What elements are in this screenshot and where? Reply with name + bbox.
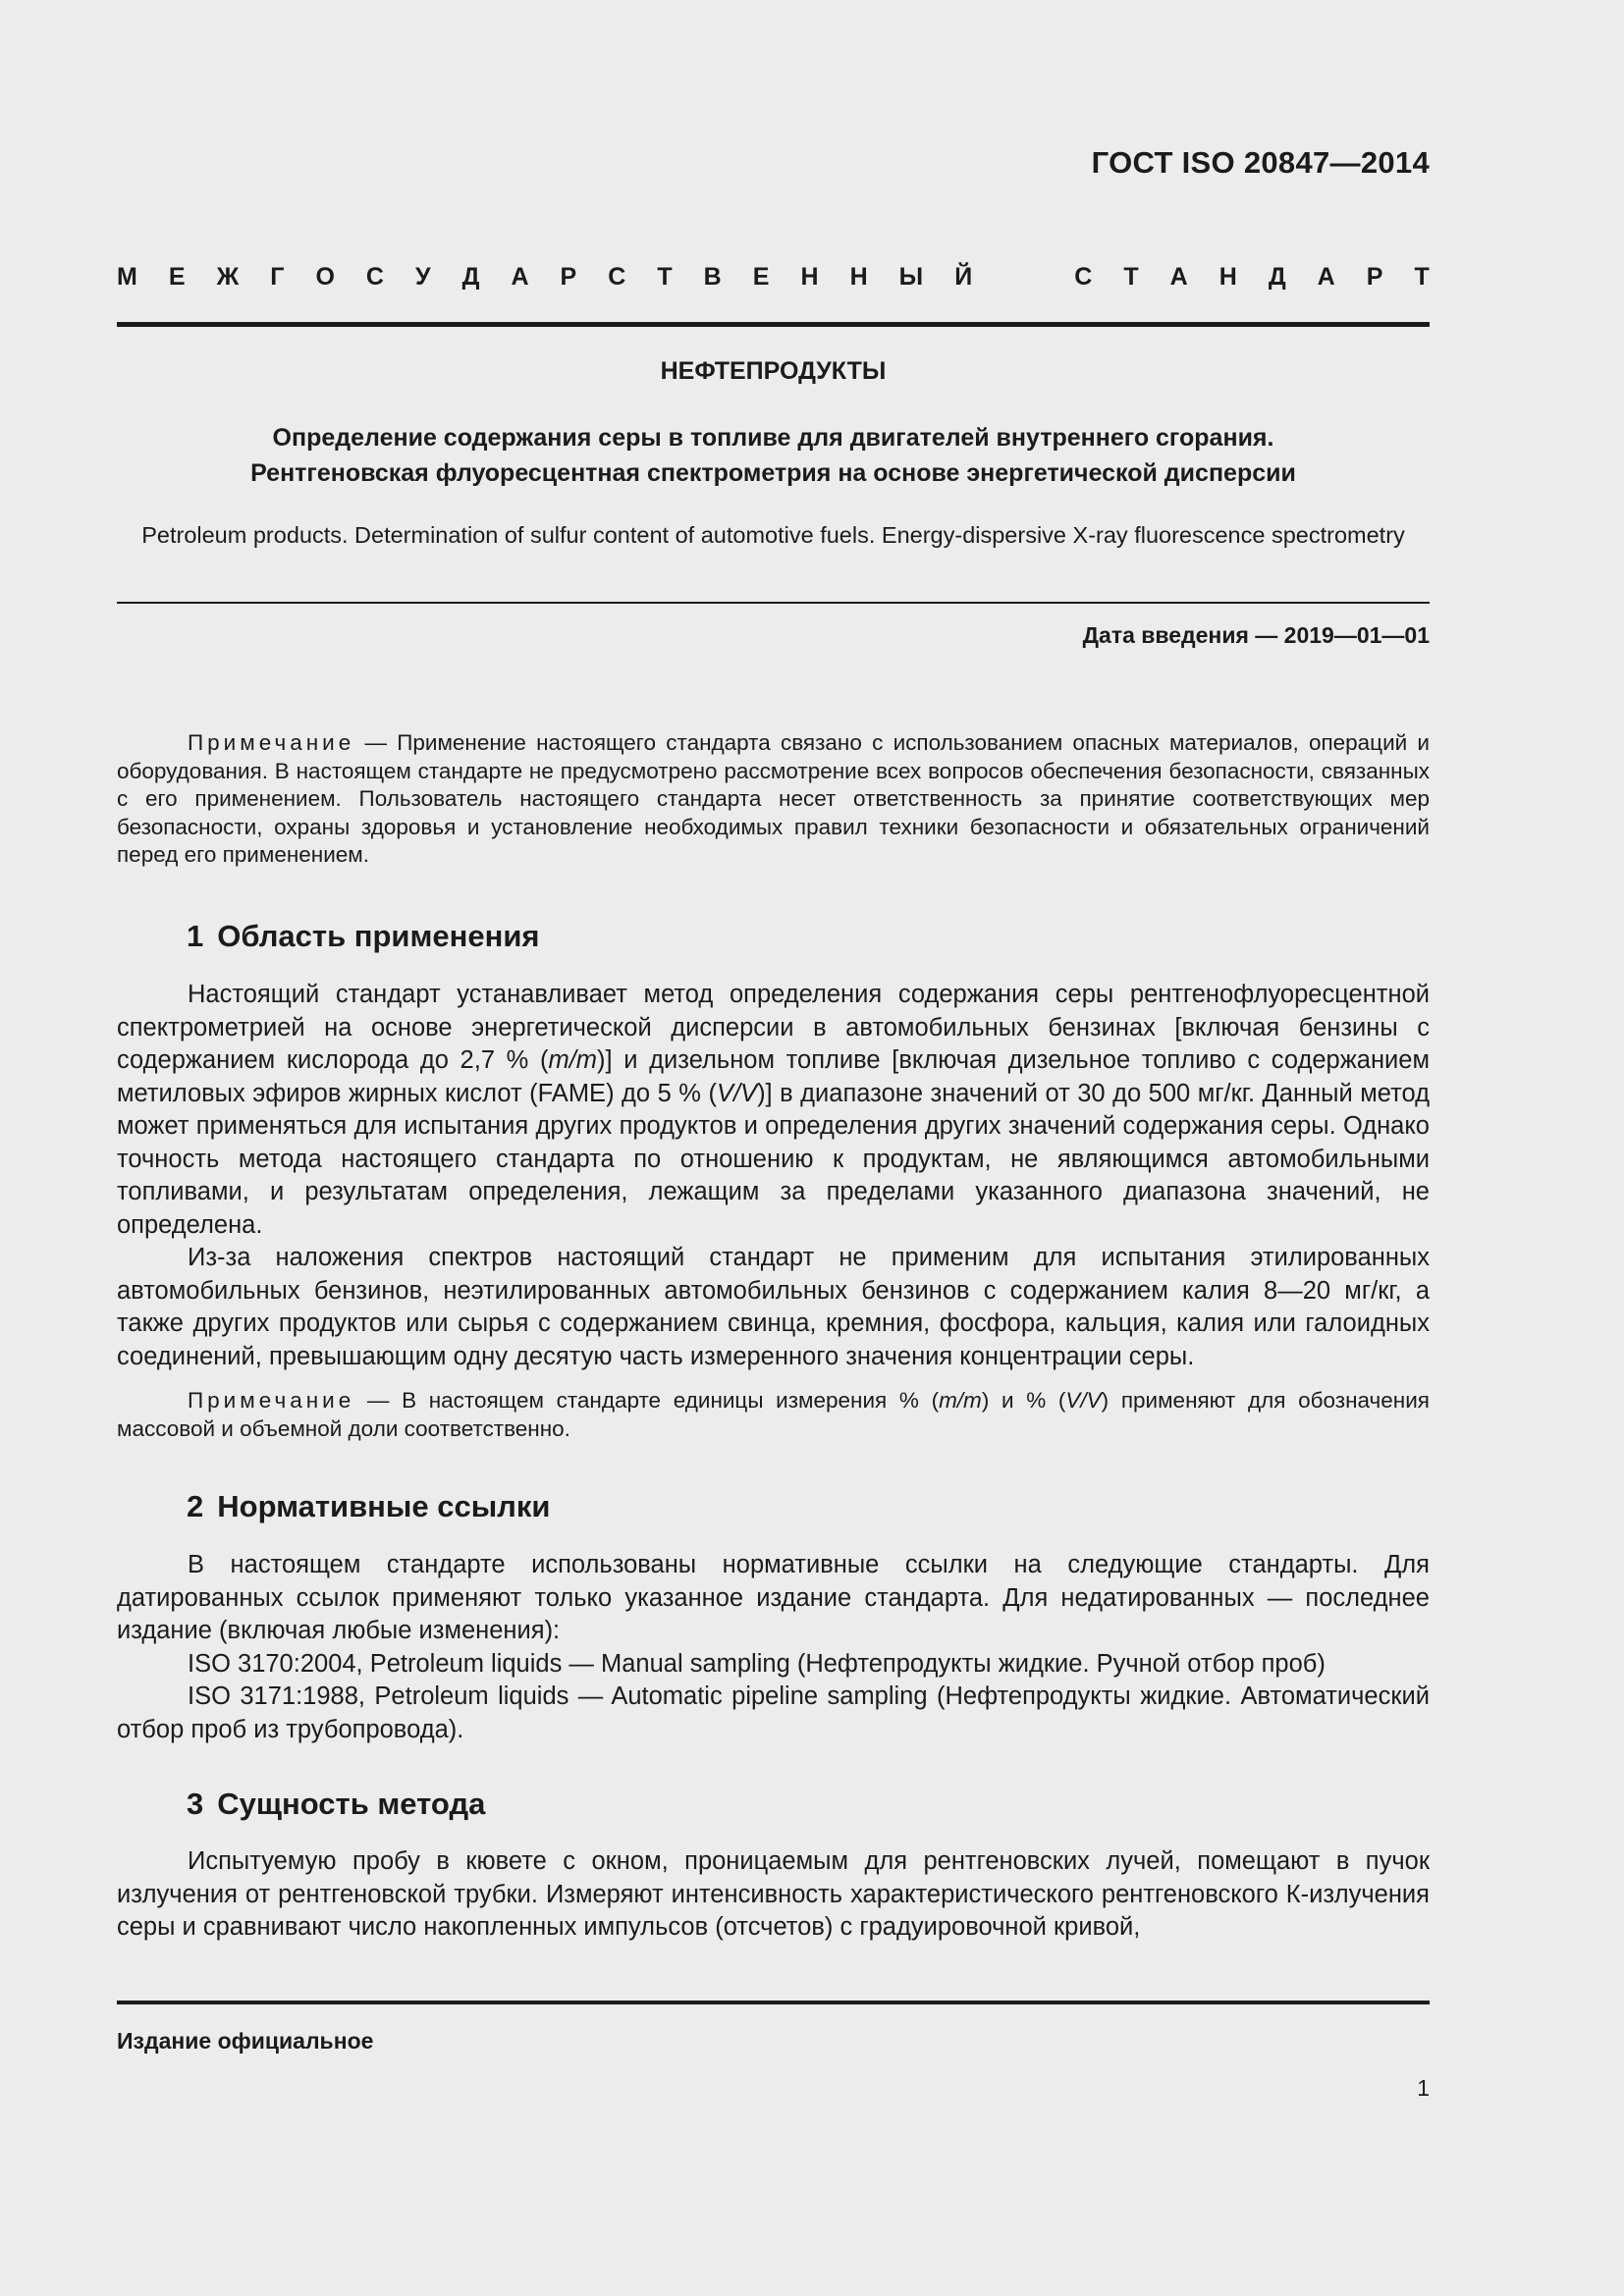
paragraph: В настоящем стандарте использованы нормативные ссылки на следующие стандарты. Для датированных ссылок применяют только указанное издание стандарта. Для недатированных — последнее издание (включая любые изменения): xyxy=(117,1551,1430,1644)
text: m/m xyxy=(939,1388,982,1413)
section-number: 2 xyxy=(187,1489,204,1523)
section-3-body xyxy=(117,1845,1430,1945)
letter: А xyxy=(1169,263,1188,291)
section-3-heading xyxy=(187,1787,485,1822)
section-2-body xyxy=(117,1549,1430,1746)
document-subtitle xyxy=(117,420,1430,491)
section-number: 1 xyxy=(187,919,204,953)
section-title: Нормативные ссылки xyxy=(217,1489,551,1523)
letter: Й xyxy=(954,263,973,291)
letter: В xyxy=(703,263,722,291)
reference-item: ISO 3170:2004, Petroleum liquids — Manual sampling (Нефтепродукты жидкие. Ручной отбор проб) xyxy=(188,1649,1326,1678)
effective-date: Дата введения — 2019—01—01 xyxy=(1082,622,1430,648)
paragraph: Испытуемую пробу в кювете с окном, проницаемым для рентгеновских лучей, помещают в пучок излучения от рентгеновской трубки. Измеряют интенсивность характеристического рентгеновского К-излучения серы и сравнивают число накопленных импульсов (отсчетов) с градуировочной кривой, xyxy=(117,1847,1430,1941)
header-divider xyxy=(117,322,1430,327)
document-title: НЕФТЕПРОДУКТЫ xyxy=(660,357,887,385)
letter: Н xyxy=(800,263,819,291)
letter: Н xyxy=(1218,263,1237,291)
letter: Г xyxy=(270,263,285,291)
text: m/m xyxy=(548,1046,598,1074)
note-text: — Применение настоящего стандарта связано с использованием опасных материалов, операций и оборудования. В настоящем стандарте не предусмотрено рассмотрение всех вопросов обеспечения безопасности, связанных с его применением. Пользователь настоящего стандарта несет ответственность за принятие соответствующих мер безопасности, охраны здоровья и установление необходимых правил техники безопасности и обязательных ограничений перед его применением. xyxy=(117,730,1430,867)
paragraph: Из-за наложения спектров настоящий стандарт не применим для испытания этилированных автомобильных бензинов, неэтилированных автомобильных бензинов с содержанием калия 8—20 мг/кг, а также других продуктов или сырья с содержанием свинца, кремния, фосфора, кальция, калия или галоидных соединений, превышающим одну десятую часть измеренного значения концентрации серы. xyxy=(117,1244,1430,1370)
section-title: Область применения xyxy=(217,919,540,953)
letter: Ж xyxy=(216,263,240,291)
standard-type-heading xyxy=(117,263,1430,292)
page-number: 1 xyxy=(1417,2075,1430,2101)
text: ) применяют для обозначения массовой и объемной доли соответственно. xyxy=(117,1388,1430,1441)
letter: С xyxy=(1074,263,1093,291)
letter: Н xyxy=(849,263,868,291)
text: V/V xyxy=(1065,1388,1102,1413)
letter: С xyxy=(608,263,626,291)
letter: С xyxy=(365,263,384,291)
letter: А xyxy=(1317,263,1335,291)
letter: Д xyxy=(461,263,480,291)
units-note xyxy=(117,1387,1430,1443)
footer-divider xyxy=(117,2001,1430,2004)
letter: Т xyxy=(657,263,673,291)
section-2-heading xyxy=(187,1489,550,1524)
reference-item: ISO 3171:1988, Petroleum liquids — Automatic pipeline sampling (Нефтепродукты жидкие. Автоматический отбор проб из трубопровода). xyxy=(117,1682,1430,1743)
letter: Д xyxy=(1268,263,1286,291)
safety-note xyxy=(117,729,1430,870)
text: )] и дизельном топливе [включая дизельное топливо с содержанием метиловых эфиров жирных кислот (FAME) до 5 % ( xyxy=(117,1046,1430,1107)
letter: Т xyxy=(1123,263,1139,291)
word-gap xyxy=(1003,263,1043,292)
text: Настоящий стандарт устанавливает метод определения содержания серы рентгенофлуоресцентной спектрометрией на основе энергетической дисперсии в автомобильных бензинах [включая бензины с содержанием кислорода до 2,7 % ( xyxy=(117,981,1430,1074)
title-divider xyxy=(117,602,1430,604)
letter: М xyxy=(117,263,137,291)
section-1-heading xyxy=(187,919,540,954)
subtitle-line: Определение содержания серы в топливе для двигателей внутреннего сгорания. xyxy=(272,424,1274,452)
letter: Т xyxy=(1414,263,1430,291)
letter: У xyxy=(415,263,431,291)
text: )] в диапазоне значений от 30 до 500 мг/кг. Данный метод может применяться для испытания других продуктов и определения других значений содержания серы. Однако точность метода настоящего стандарта по отношению к продуктам, не являющимся автомобильными топливами, и результатам определения, лежащим за пределами указанного диапазона значений, не определена. xyxy=(117,1079,1430,1239)
note-label: Примечание xyxy=(188,730,355,755)
document-code: ГОСТ ISO 20847—2014 xyxy=(1091,145,1430,180)
letter: Ы xyxy=(898,263,924,291)
section-1-body xyxy=(117,979,1430,1373)
english-title: Petroleum products. Determination of sulfur content of automotive fuels. Energy-dispersive X-ray fluorescence spectrometry xyxy=(141,522,1405,548)
text: — В настоящем стандарте единицы измерения % ( xyxy=(354,1388,940,1413)
letter: Е xyxy=(168,263,186,291)
text: V/V xyxy=(716,1079,758,1107)
letter: Е xyxy=(752,263,770,291)
section-title: Сущность метода xyxy=(217,1787,486,1821)
paragraph xyxy=(117,979,1430,1242)
note-label: Примечание xyxy=(188,1388,355,1413)
letter: Р xyxy=(1366,263,1383,291)
letter: О xyxy=(315,263,335,291)
section-number: 3 xyxy=(187,1787,204,1821)
letter: А xyxy=(511,263,529,291)
letter: Р xyxy=(560,263,577,291)
edition-label: Издание официальное xyxy=(117,2028,374,2054)
text: ) и % ( xyxy=(981,1388,1066,1413)
subtitle-line: Рентгеновская флуоресцентная спектрометрия на основе энергетической дисперсии xyxy=(250,459,1296,487)
